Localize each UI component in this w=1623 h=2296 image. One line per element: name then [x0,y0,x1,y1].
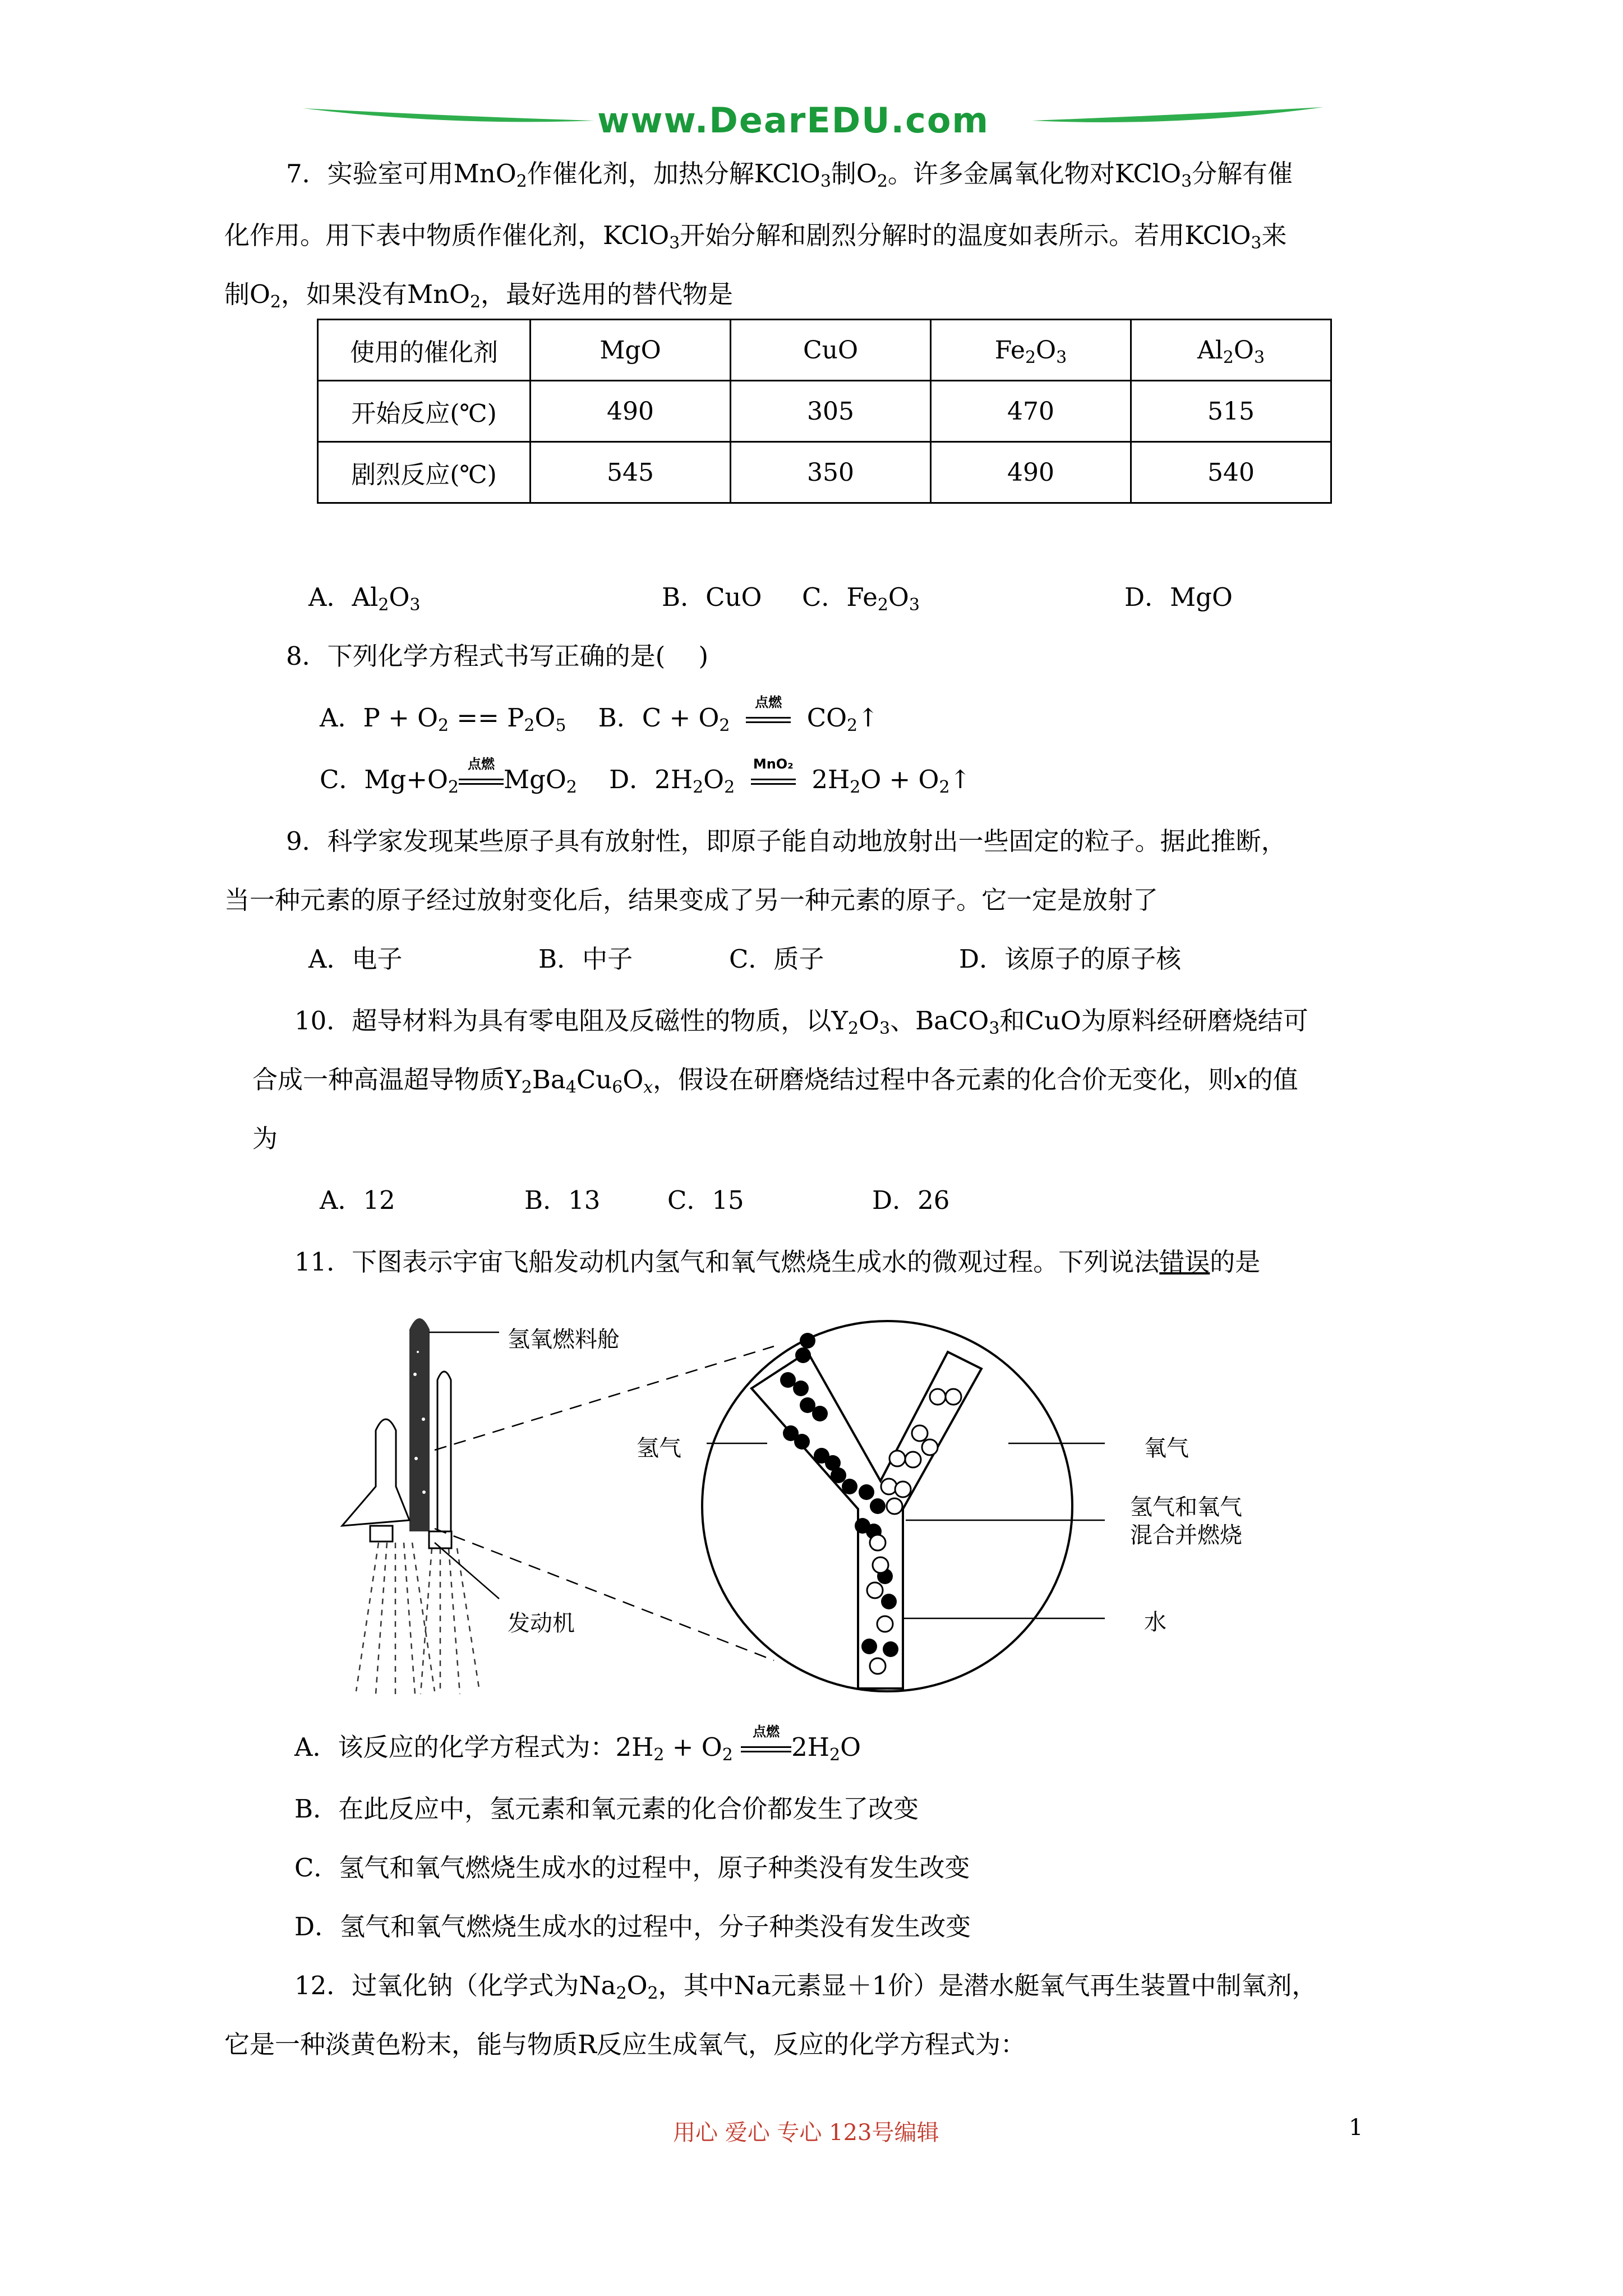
table-cell: MgO [531,320,731,381]
site-url[interactable]: www.DearEDU.com [597,100,990,141]
label-hydrogen: 氢气 [637,1435,681,1461]
q12-line1: 12．过氧化钠（化学式为$Na_2O_2$，其中Na元素显＋1价）是潜水艇氧气再生装置中制氧剂， [294,1971,1317,2003]
table-cell: 剧烈反应(℃) [318,442,531,503]
table-cell: 540 [1131,442,1331,503]
q9-option-b[interactable]: B．中子 [538,944,633,974]
q10-option-a[interactable]: A．12 [320,1185,395,1215]
q10-option-b[interactable]: B．13 [524,1185,601,1215]
q8-options-cd[interactable]: C．$Mg+O_2$ 点燃 MgO$_2$ D．$2H_2O_2$ MnO₂ $2H_2O$ + $O_2↑$ [320,756,971,797]
header-swoosh-left [303,104,594,132]
table-cell: 开始反应(℃) [318,381,531,442]
q9-option-d[interactable]: D．该原子的原子核 [959,944,1182,974]
q7-option-b[interactable]: B．CuO [662,582,762,612]
label-mix-line1: 氢气和氧气 [1130,1494,1242,1520]
q7-line2: 化作用。用下表中物质作催化剂，KClO$_3$开始分解和剧烈分解时的温度如表所示。若用KClO$_3$来 [224,220,1287,253]
condition-ignite: 点燃 [459,763,504,797]
table-row [318,442,1331,503]
q10-line3: 为 [252,1124,278,1153]
condition-ignite: 点燃 [741,1731,791,1764]
q9-line1: 9．科学家发现某些原子具有放射性，即原子能自动地放射出一些固定的粒子。据此推断， [286,826,1287,856]
label-fuel-tank: 氢氧燃料舱 [508,1327,620,1352]
catalyst-table [317,319,1332,504]
q7-line3: 制$O_2$，如果没有MnO$_2$，最好选用的替代物是 [224,279,734,312]
q9-option-c[interactable]: C．质子 [729,944,824,974]
q10-option-d[interactable]: D．26 [872,1185,950,1215]
header-swoosh-right [1032,104,1324,132]
q12-line2: 它是一种淡黄色粉末，能与物质R反应生成氧气，反应的化学方程式为： [224,2030,1026,2059]
q7-option-d[interactable]: D．MgO [1124,582,1233,612]
condition-ignite: 点燃 [746,701,791,735]
q9-option-a[interactable]: A．电子 [308,944,403,974]
table-cell: 515 [1131,381,1331,442]
table-cell: 490 [531,381,731,442]
q11-option-d[interactable]: D．氢气和氧气燃烧生成水的过程中，分子种类没有发生改变 [294,1912,971,1941]
q7-line1: 7．实验室可用MnO$_2$作催化剂，加热分解KClO$_3$制$O_2$。许多金属氧化物对KClO$_3$分解有催 [286,159,1293,191]
label-mix-line2: 混合并燃烧 [1130,1522,1242,1548]
page-number: 1 [1349,2115,1363,2141]
table-cell: 使用的催化剂 [318,320,531,381]
q7-option-a[interactable]: A．$Al_2O_3$ [308,582,421,615]
label-oxygen: 氧气 [1144,1435,1189,1461]
q8-options-ab[interactable]: A．$P + O_2 == P_2O_5$ B．$C + O_2$ 点燃 $CO_2↑$ [320,694,879,735]
footer-text: 用心 爱心 专心 123号编辑 [673,2120,939,2146]
q10-line1: 10．超导材料为具有零电阻及反磁性的物质，以$Y_2O_3$、BaCO$_3$和CuO为原料经研磨烧结可 [294,1006,1308,1038]
table-cell: CuO [731,320,931,381]
table-cell: 470 [931,381,1131,442]
table-cell: $Al_2O_3$ [1131,320,1331,381]
q10-line2: 合成一种高温超导物质$Y_2Ba_4Cu_6O_x$，假设在研磨烧结过程中各元素的化合价无变化，则x的值 [252,1065,1298,1097]
label-engine: 发动机 [508,1611,575,1636]
table-cell: $Fe_2O_3$ [931,320,1131,381]
q11-option-c[interactable]: C．氢气和氧气燃烧生成水的过程中，原子种类没有发生改变 [294,1853,970,1883]
q11-option-a[interactable]: A．该反应的化学方程式为：$2H_2 + O_2$ 点燃 $2H_2O$ [294,1724,861,1765]
table-cell: 350 [731,442,931,503]
table-cell: 545 [531,442,731,503]
table-cell: 305 [731,381,931,442]
q11-option-b[interactable]: B．在此反应中，氢元素和氧元素的化合价都发生了改变 [294,1794,919,1824]
q8-stem: 8．下列化学方程式书写正确的是( ) [286,641,709,671]
q11-stem: 11．下图表示宇宙飞船发动机内氢气和氧气燃烧生成水的微观过程。下列说法错误的是 [294,1247,1261,1277]
table-row [318,320,1331,381]
q7-option-c[interactable]: C．$Fe_2O_3$ [802,582,920,615]
label-water: 水 [1144,1609,1166,1635]
q10-option-c[interactable]: C．15 [667,1185,744,1215]
table-cell: 490 [931,442,1131,503]
q9-line2: 当一种元素的原子经过放射变化后，结果变成了另一种元素的原子。它一定是放射了 [224,885,1159,915]
condition-mno2: MnO₂ [751,763,796,797]
table-row [318,381,1331,442]
